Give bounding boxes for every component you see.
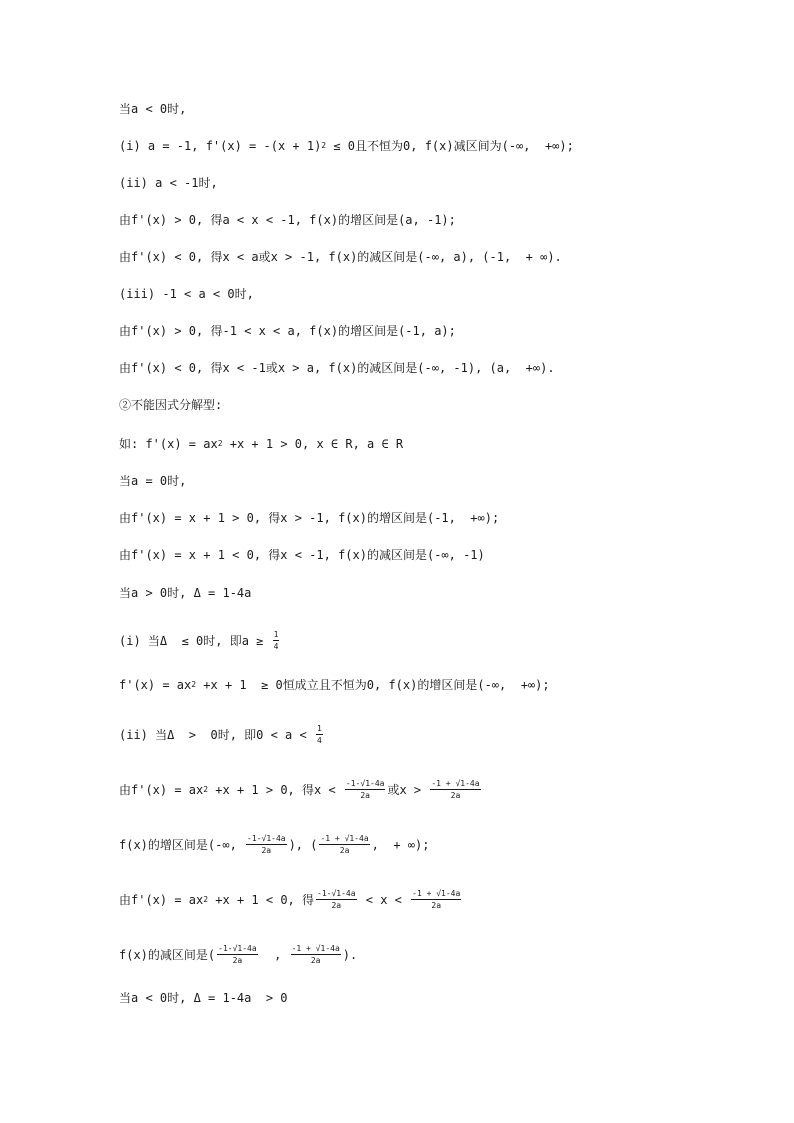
- text: ②不能因式分解型:: [119, 398, 223, 412]
- text: +x + 1 > 0, x ∈ R, a ∈ R: [222, 437, 404, 451]
- text: 由f'(x) = ax: [119, 892, 204, 907]
- text-line: [119, 547, 485, 563]
- text: 由f'(x) > 0, 得a < x < -1, f(x)的增区间是(a, -1);: [119, 213, 456, 227]
- radicand: 1-4a: [336, 889, 356, 898]
- text-line: [119, 724, 325, 745]
- text-line: [119, 630, 281, 651]
- text: +x + 1 ≥ 0恒成立且不恒为0, f(x)的增区间是(-∞, +∞);: [196, 678, 550, 692]
- numerator: -1 + √1-4a: [412, 889, 461, 898]
- text: -1 +: [320, 834, 345, 843]
- fraction: [316, 724, 323, 745]
- denominator: 2a: [232, 956, 243, 965]
- numerator: -1-√1-4a: [317, 889, 356, 898]
- numerator: -1 + √1-4a: [431, 779, 480, 788]
- text-line: [119, 249, 562, 265]
- fraction: [430, 779, 480, 800]
- text-line: [119, 286, 254, 302]
- numerator: -1 + √1-4a: [291, 944, 340, 953]
- text: 或x >: [387, 782, 429, 797]
- text: 当a < 0时,: [119, 102, 187, 116]
- text: ), (: [288, 837, 318, 852]
- denominator: 2a: [261, 846, 272, 855]
- radicand: 1-4a: [349, 834, 369, 843]
- text: -1-: [218, 944, 233, 953]
- numerator: 1: [273, 630, 279, 639]
- numerator: -1-√1-4a: [218, 944, 257, 953]
- text: (i) a = -1, f'(x) = -(x + 1): [119, 139, 322, 153]
- denominator: 2a: [310, 956, 321, 965]
- text: -1-: [345, 779, 361, 788]
- radicand: 1-4a: [441, 889, 461, 898]
- text: 当a > 0时, Δ = 1-4a: [119, 586, 252, 600]
- text-line: [119, 585, 251, 601]
- text: 由f'(x) < 0, 得x < a或x > -1, f(x)的减区间是(-∞, a), (-1, + ∞).: [119, 250, 562, 264]
- text-line: [119, 175, 218, 191]
- denominator: 2a: [331, 901, 342, 910]
- text-line: [119, 990, 288, 1006]
- denominator: 2a: [339, 846, 350, 855]
- text-line: [119, 397, 222, 413]
- text: 由f'(x) < 0, 得x < -1或x > a, f(x)的减区间是(-∞, -1), (a, +∞).: [119, 361, 555, 375]
- fraction: [291, 944, 341, 965]
- text-line: [119, 510, 499, 526]
- fraction: [345, 779, 386, 800]
- radicand: 1-4a: [266, 834, 286, 843]
- denominator: 4: [316, 736, 322, 745]
- text: 由f'(x) > 0, 得-1 < x < a, f(x)的增区间是(-1, a);: [119, 324, 456, 338]
- numerator: -1 + √1-4a: [320, 834, 369, 843]
- text: (i) 当Δ ≤ 0时, 即a ≥: [119, 633, 271, 648]
- radicand: 1-4a: [237, 944, 257, 953]
- text: 如: f'(x) = ax: [119, 437, 218, 451]
- text-line: [119, 212, 456, 228]
- text: ≤ 0且不恒为0, f(x)减区间为(-∞, +∞);: [326, 139, 574, 153]
- text-line: [119, 944, 357, 965]
- text-line: f'(x) = ax 2 +x + 1 ≥ 0恒成立且不恒为0, f(x)的增区间是(-∞, +∞);: [119, 678, 550, 692]
- radicand: 1-4a: [320, 944, 340, 953]
- text-line: [119, 101, 186, 117]
- text: (ii) 当Δ > 0时, 即0 < a <: [119, 727, 314, 742]
- text: 当a < 0时, Δ = 1-4a > 0: [119, 991, 288, 1005]
- fraction: [316, 889, 357, 910]
- text: -1 +: [291, 944, 316, 953]
- fraction: [246, 834, 287, 855]
- fraction: [273, 630, 280, 651]
- text-line: [119, 473, 186, 489]
- text: , + ∞);: [371, 837, 430, 852]
- text: f(x)的减区间是(: [119, 947, 216, 962]
- numerator: -1-√1-4a: [247, 834, 286, 843]
- text: +x + 1 > 0, 得x <: [208, 782, 343, 797]
- text-line: [119, 360, 555, 376]
- text: ,: [259, 947, 289, 962]
- text: 由f'(x) = x + 1 < 0, 得x < -1, f(x)的减区间是(-∞, -1): [119, 548, 485, 562]
- text-line: (i) a = -1, f'(x) = -(x + 1) 2 ≤ 0且不恒为0, f(x)减区间为(-∞, +∞);: [119, 139, 574, 153]
- text: 当a = 0时,: [119, 474, 187, 488]
- text-line: 由f'(x) = ax 2 +x + 1 > 0, 得x < $\frac{-1-√1-4a}{2a}$ 或x > $\frac{-1 + √1-4a}{2a}$: [119, 779, 480, 800]
- text-line: 如: f'(x) = ax 2 +x + 1 > 0, x ∈ R, a ∈ R: [119, 437, 404, 451]
- text: -1 +: [431, 779, 456, 788]
- text: 由f'(x) = x + 1 > 0, 得x > -1, f(x)的增区间是(-1, +∞);: [119, 511, 500, 525]
- text: f(x)的增区间是(-∞,: [119, 837, 245, 852]
- denominator: 2a: [360, 791, 370, 800]
- denominator: 2a: [450, 791, 461, 800]
- text: -1 +: [412, 889, 437, 898]
- numerator: 1: [316, 724, 322, 733]
- fraction: [319, 834, 369, 855]
- numerator: -1-√1-4a: [345, 779, 385, 788]
- radicand: 1-4a: [365, 779, 385, 788]
- text: f'(x) = ax: [119, 678, 192, 692]
- fraction: [217, 944, 258, 965]
- text: (iii) -1 < a < 0时,: [119, 287, 254, 301]
- text: -1-: [317, 889, 332, 898]
- text: < x <: [358, 892, 410, 907]
- text: ).: [342, 947, 358, 962]
- text-line: 由f'(x) = ax 2 +x + 1 < 0, 得 $\frac{-1-√1-4a}{2a}$ < x < $\frac{-1 + √1-4a}{2a}$: [119, 889, 461, 910]
- text-line: [119, 834, 429, 855]
- text: (ii) a < -1时,: [119, 176, 218, 190]
- denominator: 2a: [431, 901, 442, 910]
- text: -1-: [247, 834, 262, 843]
- text: 由f'(x) = ax: [119, 782, 204, 797]
- text-line: [119, 323, 456, 339]
- text: +x + 1 < 0, 得: [208, 892, 314, 907]
- radicand: 1-4a: [460, 779, 480, 788]
- fraction: [411, 889, 461, 910]
- denominator: 4: [273, 642, 279, 651]
